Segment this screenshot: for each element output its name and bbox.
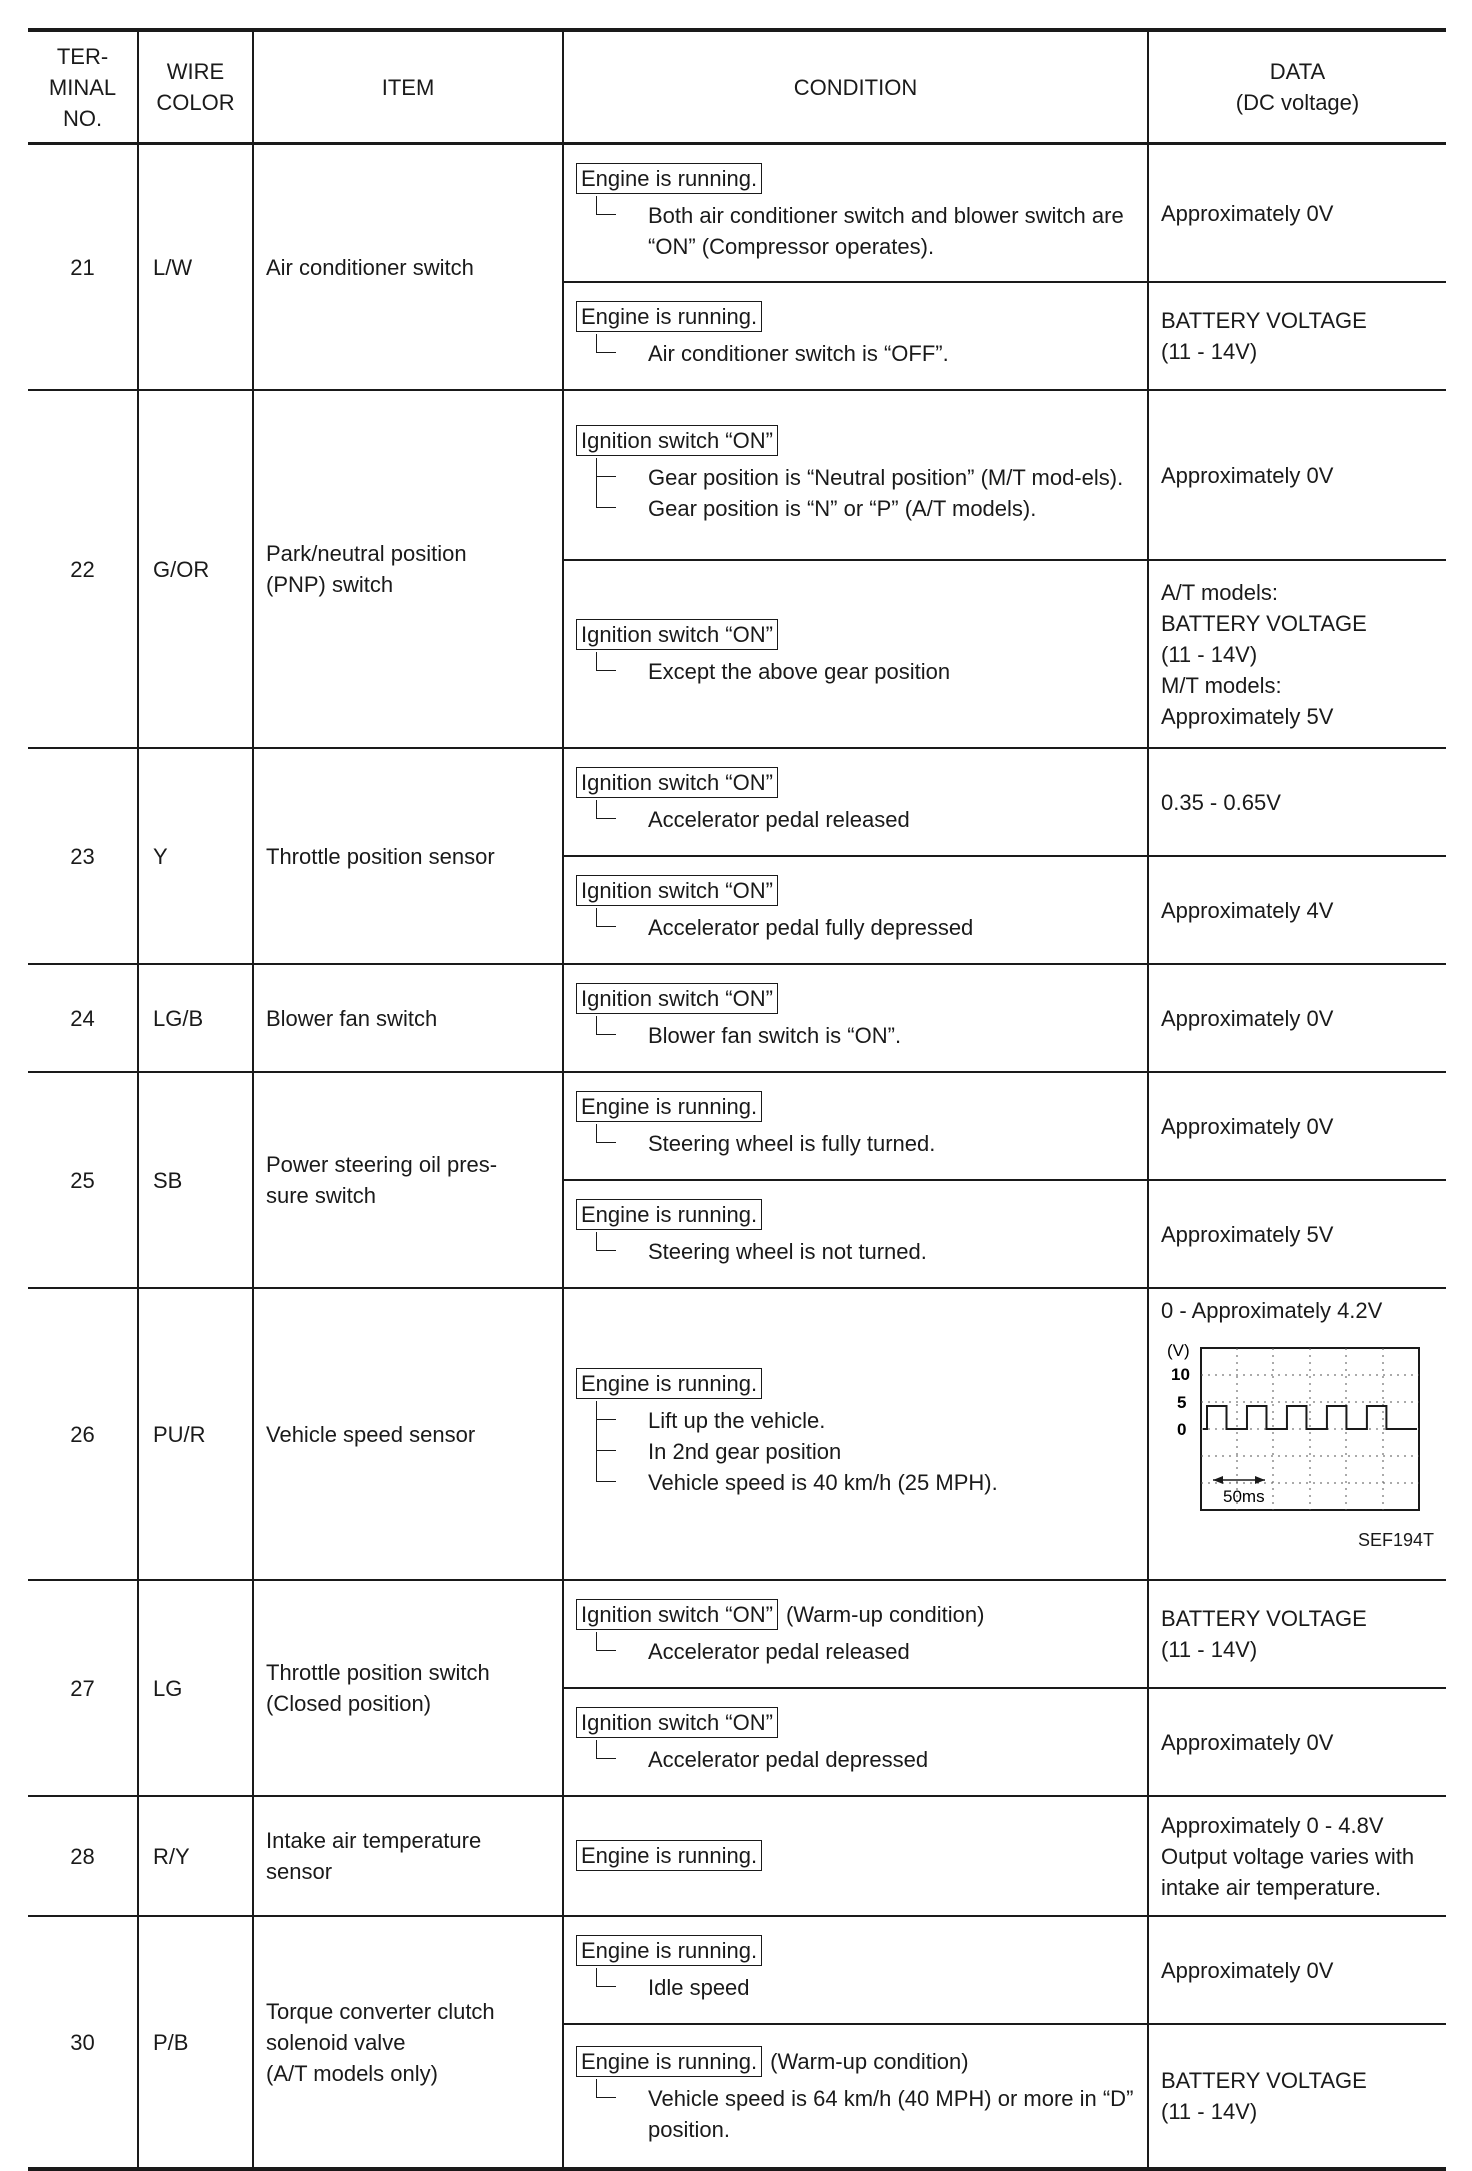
condition-substep	[648, 1972, 1135, 2003]
substep-text: Blower fan switch is “ON”.	[648, 1023, 902, 1048]
condition-cell	[563, 1180, 1148, 1288]
wire-color: P/B	[138, 1916, 253, 2169]
condition-box: Ignition switch “ON”	[576, 619, 778, 650]
item-name: Power steering oil pres- sure switch	[253, 1072, 563, 1288]
tree-connector	[596, 1968, 597, 1986]
terminal-table-page	[28, 28, 1446, 2171]
tree-branch	[596, 214, 616, 215]
wire-color: PU/R	[138, 1288, 253, 1580]
condition-cell	[563, 1688, 1148, 1796]
tree-branch	[596, 1142, 616, 1143]
data-text: Approximately 0V	[1161, 1113, 1334, 1139]
terminal-number: 24	[28, 964, 138, 1072]
tree-connector	[596, 1124, 597, 1142]
substep-text: Gear position is “Neutral position” (M/T mod-els).	[648, 464, 1124, 490]
data-text: BATTERY VOLTAGE (11 - 14V)	[1161, 308, 1367, 364]
tree-connector	[596, 458, 597, 507]
condition-substeps	[596, 2083, 1135, 2145]
tree-branch	[596, 1481, 616, 1482]
condition-cell	[563, 390, 1148, 560]
data-value	[1148, 1180, 1446, 1288]
header-row	[28, 30, 1446, 144]
data-value	[1148, 1688, 1446, 1796]
wire-color: L/W	[138, 144, 253, 391]
oscilloscope-figure	[1161, 1340, 1434, 1525]
item-name: Air conditioner switch	[253, 144, 563, 391]
tree-branch	[596, 670, 616, 671]
terminal-number: 21	[28, 144, 138, 391]
condition-substeps	[596, 656, 1135, 687]
waveform-graph	[1161, 1340, 1436, 1525]
tree-branch	[596, 1758, 616, 1759]
tree-connector	[596, 2079, 597, 2097]
substep-text: Accelerator pedal fully depressed	[648, 915, 974, 940]
table-row	[28, 748, 1446, 856]
data-value	[1148, 1072, 1446, 1180]
condition-box: Ignition switch “ON”	[576, 875, 778, 906]
condition-box: Engine is running.	[576, 2046, 762, 2077]
tree-branch	[596, 476, 616, 477]
condition-box: Engine is running.	[576, 1199, 762, 1230]
data-text: Approximately 0 - 4.8V Output voltage varies with intake air temperature.	[1161, 1812, 1415, 1900]
condition-cell	[563, 1796, 1148, 1916]
condition-head	[576, 301, 1135, 332]
substep-text: Vehicle speed is 40 km/h (25 MPH).	[648, 1470, 998, 1495]
data-text: Approximately 5V	[1161, 1221, 1334, 1247]
data-value	[1148, 1916, 1446, 2024]
data-value	[1148, 560, 1446, 748]
tree-branch	[596, 1250, 616, 1251]
condition-substep	[648, 1020, 1135, 1051]
item-name: Intake air temperature sensor	[253, 1796, 563, 1916]
ecm-terminal-table	[28, 28, 1446, 2171]
condition-substeps	[596, 1744, 1135, 1775]
condition-substep	[648, 1744, 1135, 1775]
condition-substeps	[596, 1636, 1135, 1667]
condition-cell	[563, 282, 1148, 390]
condition-box: Ignition switch “ON”	[576, 983, 778, 1014]
condition-cell	[563, 1580, 1148, 1688]
terminal-number: 30	[28, 1916, 138, 2169]
condition-head	[576, 1707, 1135, 1738]
tree-branch	[596, 926, 616, 927]
arrow-head-right	[1255, 1476, 1265, 1484]
wire-color: Y	[138, 748, 253, 964]
condition-substeps	[596, 462, 1135, 524]
tree-connector	[596, 1740, 597, 1758]
condition-substeps	[596, 1405, 1135, 1498]
header-item: ITEM	[253, 30, 563, 144]
wire-color: SB	[138, 1072, 253, 1288]
condition-box: Engine is running.	[576, 1935, 762, 1966]
data-text: BATTERY VOLTAGE (11 - 14V)	[1161, 1606, 1367, 1662]
tree-connector	[596, 334, 597, 352]
data-value	[1148, 1796, 1446, 1916]
substep-text: Idle speed	[648, 1975, 750, 2000]
condition-head	[576, 767, 1135, 798]
condition-head	[576, 425, 1135, 456]
condition-box: Engine is running.	[576, 1368, 762, 1399]
substep-text: In 2nd gear position	[648, 1439, 842, 1464]
tree-branch	[596, 352, 616, 353]
wire-color: LG/B	[138, 964, 253, 1072]
data-text: 0 - Approximately 4.2V	[1161, 1298, 1383, 1323]
data-text: Approximately 0V	[1161, 462, 1334, 488]
item-name: Park/neutral position (PNP) switch	[253, 390, 563, 748]
condition-head	[576, 163, 1135, 194]
data-text: Approximately 4V	[1161, 897, 1334, 923]
condition-cell	[563, 964, 1148, 1072]
header-terminal: TER- MINAL NO.	[28, 30, 138, 144]
tree-connector	[596, 800, 597, 818]
terminal-number: 25	[28, 1072, 138, 1288]
data-value	[1148, 1580, 1446, 1688]
figure-code: SEF194T	[1357, 1530, 1434, 1550]
condition-box: Ignition switch “ON”	[576, 1707, 778, 1738]
y-tick-10: 10	[1171, 1365, 1190, 1384]
terminal-number: 26	[28, 1288, 138, 1580]
table-row	[28, 1916, 1446, 2024]
condition-cell	[563, 2024, 1148, 2169]
condition-head	[576, 1368, 1135, 1399]
condition-substep	[648, 656, 1135, 687]
condition-head	[576, 1091, 1135, 1122]
condition-head	[576, 2046, 1135, 2077]
substep-text: Lift up the vehicle.	[648, 1408, 826, 1433]
tree-branch	[596, 1450, 616, 1451]
header-condition: CONDITION	[563, 30, 1148, 144]
condition-substeps	[596, 1236, 1135, 1267]
y-tick-0: 0	[1177, 1420, 1187, 1439]
condition-substep	[648, 462, 1135, 493]
tree-branch	[596, 1419, 616, 1420]
condition-cell	[563, 856, 1148, 964]
condition-substep	[648, 1636, 1135, 1667]
condition-note: (Warm-up condition)	[770, 2048, 969, 2074]
item-name: Throttle position switch (Closed position)	[253, 1580, 563, 1796]
data-value	[1148, 856, 1446, 964]
data-text: Approximately 0V	[1161, 200, 1334, 226]
tree-branch	[596, 1650, 616, 1651]
tree-connector	[596, 908, 597, 926]
table-row	[28, 964, 1446, 1072]
terminal-number: 28	[28, 1796, 138, 1916]
table-row	[28, 1072, 1446, 1180]
tree-branch	[596, 1034, 616, 1035]
tree-branch	[596, 818, 616, 819]
header-data: DATA (DC voltage)	[1148, 30, 1446, 144]
terminal-number: 27	[28, 1580, 138, 1796]
condition-head	[576, 1840, 1135, 1871]
condition-box: Engine is running.	[576, 301, 762, 332]
data-text: Approximately 0V	[1161, 1957, 1334, 1983]
substep-text: Air conditioner switch is “OFF”.	[648, 341, 949, 366]
substep-text: Accelerator pedal released	[648, 1639, 910, 1664]
tree-connector	[596, 652, 597, 670]
wire-color: G/OR	[138, 390, 253, 748]
condition-substeps	[596, 1128, 1135, 1159]
item-name: Throttle position sensor	[253, 748, 563, 964]
arrow-head-left	[1213, 1476, 1223, 1484]
data-value	[1148, 2024, 1446, 2169]
tree-connector	[596, 1232, 597, 1250]
condition-substep	[648, 493, 1135, 524]
condition-substep	[648, 1405, 1135, 1436]
item-name: Blower fan switch	[253, 964, 563, 1072]
substep-text: Gear position is “N” or “P” (A/T models).	[648, 495, 1037, 521]
condition-box: Engine is running.	[576, 1840, 762, 1871]
condition-box: Ignition switch “ON”	[576, 767, 778, 798]
data-text: A/T models: BATTERY VOLTAGE (11 - 14V) M/T models: Approximately 5V	[1161, 579, 1367, 729]
substep-text: Both air conditioner switch and blower switch are “ON” (Compressor operates).	[648, 202, 1124, 259]
condition-substep	[648, 1128, 1135, 1159]
tree-branch	[596, 2097, 616, 2098]
table-row	[28, 1288, 1446, 1580]
condition-cell	[563, 1288, 1148, 1580]
condition-cell	[563, 144, 1148, 283]
condition-head	[576, 983, 1135, 1014]
tree-connector	[596, 1632, 597, 1650]
time-scale-label: 50ms	[1223, 1487, 1265, 1506]
data-text: 0.35 - 0.65V	[1161, 789, 1281, 815]
condition-note: (Warm-up condition)	[785, 1602, 985, 1627]
condition-substep	[648, 200, 1135, 262]
condition-cell	[563, 1916, 1148, 2024]
wire-color: R/Y	[138, 1796, 253, 1916]
table-body	[28, 144, 1446, 2170]
item-name: Vehicle speed sensor	[253, 1288, 563, 1580]
condition-substep	[648, 338, 1135, 369]
table-row	[28, 1796, 1446, 1916]
tree-connector	[596, 1401, 597, 1481]
condition-substeps	[596, 912, 1135, 943]
condition-substeps	[596, 1972, 1135, 2003]
tree-connector	[596, 196, 597, 214]
data-value	[1148, 748, 1446, 856]
condition-substep	[648, 1236, 1135, 1267]
tree-branch	[596, 1986, 616, 1987]
table-row	[28, 390, 1446, 560]
scope-unit: (V)	[1167, 1341, 1190, 1360]
table-row	[28, 144, 1446, 283]
substep-text: Accelerator pedal released	[648, 807, 910, 832]
condition-substeps	[596, 200, 1135, 262]
y-tick-5: 5	[1177, 1393, 1187, 1412]
condition-substeps	[596, 338, 1135, 369]
data-value	[1148, 1288, 1446, 1580]
substep-text: Steering wheel is not turned.	[648, 1239, 927, 1264]
condition-box: Ignition switch “ON”	[576, 425, 778, 456]
data-text: Approximately 0V	[1161, 1005, 1334, 1031]
condition-box: Engine is running.	[576, 163, 762, 194]
data-text: BATTERY VOLTAGE (11 - 14V)	[1161, 2068, 1367, 2124]
condition-substep	[648, 912, 1135, 943]
condition-head	[576, 1199, 1135, 1230]
condition-substeps	[596, 804, 1135, 835]
condition-box: Engine is running.	[576, 1091, 762, 1122]
table-row	[28, 1580, 1446, 1688]
terminal-number: 22	[28, 390, 138, 748]
data-value	[1148, 964, 1446, 1072]
condition-head	[576, 619, 1135, 650]
wire-color: LG	[138, 1580, 253, 1796]
data-value	[1148, 144, 1446, 283]
header-wire-color: WIRE COLOR	[138, 30, 253, 144]
item-name: Torque converter clutch solenoid valve (A/T models only)	[253, 1916, 563, 2169]
condition-substep	[648, 2083, 1135, 2145]
condition-substep	[648, 1467, 1135, 1498]
condition-head	[576, 1599, 1135, 1630]
data-value	[1148, 390, 1446, 560]
substep-text: Steering wheel is fully turned.	[648, 1131, 936, 1156]
substep-text: Vehicle speed is 64 km/h (40 MPH) or more in “D” position.	[648, 2085, 1134, 2142]
condition-box: Ignition switch “ON”	[576, 1599, 778, 1630]
condition-substeps	[596, 1020, 1135, 1051]
data-text: Approximately 0V	[1161, 1729, 1334, 1755]
tree-branch	[596, 507, 616, 508]
condition-cell	[563, 1072, 1148, 1180]
substep-text: Accelerator pedal depressed	[648, 1747, 929, 1772]
condition-head	[576, 875, 1135, 906]
substep-text: Except the above gear position	[648, 659, 951, 684]
terminal-number: 23	[28, 748, 138, 964]
condition-substep	[648, 804, 1135, 835]
data-value	[1148, 282, 1446, 390]
condition-cell	[563, 560, 1148, 748]
condition-cell	[563, 748, 1148, 856]
condition-head	[576, 1935, 1135, 1966]
condition-substep	[648, 1436, 1135, 1467]
tree-connector	[596, 1016, 597, 1034]
